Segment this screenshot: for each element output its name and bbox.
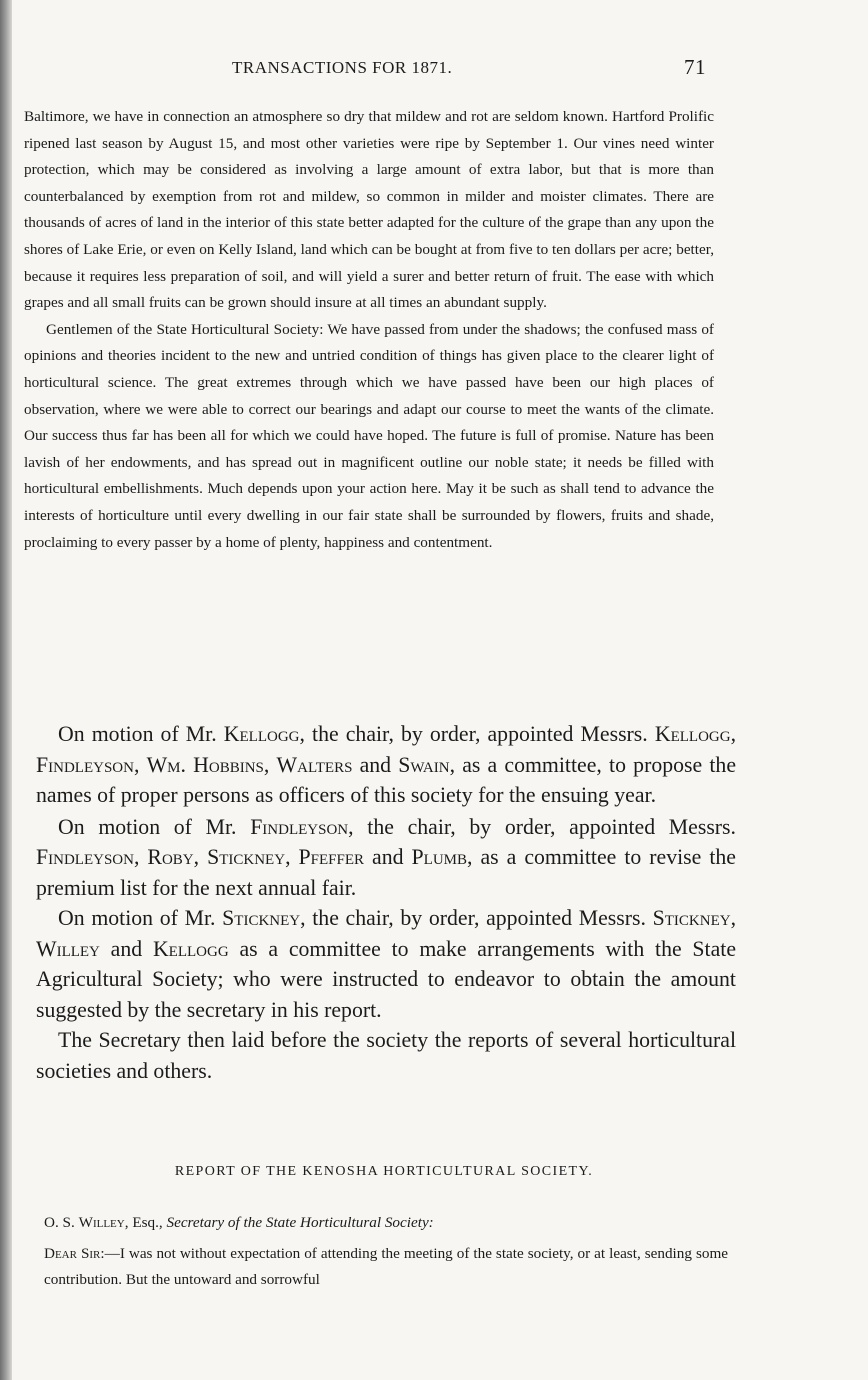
letter-addressee: O. S. Willey, Esq., Secretary of the State Horticultural Society: [44,1214,434,1231]
minute-secretary-reports: The Secretary then laid before the society the reports of several horticultural societies and others. [36,1028,736,1083]
minutes-section [36,719,736,1086]
person-name: Willey [78,1214,125,1231]
person-name: Stickney [222,906,301,930]
book-spine-shadow [0,0,12,1380]
addressee-title: Secretary of the State Horticultural Society: [166,1214,434,1231]
person-name: Findleyson [36,752,134,777]
person-name: Findleyson [36,845,134,869]
paragraph-address-to-society: Gentlemen of the State Horticultural Society: We have passed from under the shadows; the confused mass of opinions and theories incident to the new and untried condition of things has given place to the clearer light of horticultural science. The great extremes through which we have passed have been our high places of observation, where we were able to correct our bearings and adapt our course to meet the wants of the climate. Our success thus far has been all for which we could have hoped. The future is full of promise. Nature has been lavish of her endowments, and has spread out in magnificent outline our noble state; it needs be filled with horticultural embellishments. Much depends upon your action here. May it be such as shall tend to advance the interests of horticulture until every dwelling in our fair state shall be surrounded by flowers, fruits and shade, proclaiming to every passer by a home of plenty, happiness and contentment. [24,320,714,551]
small-type-section [24,104,714,556]
letter-body: Dear Sir:—I was not without expectation of attending the meeting of the state society, or at least, sending some contribution. But the untoward and sorrowful [44,1244,729,1289]
person-name: Wm. Hobbins [146,752,264,777]
person-name: Kellogg [654,722,731,746]
minute-officers-committee: On motion of Mr. Kellogg, the chair, by order, appointed Messrs. Kellogg, Findleyson, Wm. Hobbins, Walters and Swain, as a committee, to propose the names of proper persons as officers of this society for the ensuing year. [36,722,737,807]
person-name: Swain [398,752,450,777]
minute-agricultural-committee: On motion of Mr. Stickney, the chair, by order, appointed Messrs. Stickney, Willey and Kellogg as a committee to make arrangements with the State Agricultural Society; who were instructed to endeavor to obtain the amount suggested by the secretary in his report. [36,906,737,1022]
salutation: Dear Sir [44,1244,101,1262]
minute-premium-committee: On motion of Mr. Findleyson, the chair, by order, appointed Messrs. Findleyson, Roby, Stickney, Pfeffer and Plumb, as a committee to revise the premium list for the next annual fair. [36,814,736,900]
report-letter [44,1210,728,1294]
person-name: Kellogg [223,722,300,746]
person-name: Plumb [411,845,467,869]
person-name: Pfeffer [298,845,365,869]
person-name: Findleyson [250,814,349,839]
report-heading: REPORT OF THE KENOSHA HORTICULTURAL SOCIETY. [174,1164,594,1179]
person-name: Stickney [207,845,286,869]
person-name: Roby [147,845,194,869]
person-name: Willey [36,936,100,961]
person-name: Kellogg [152,936,229,961]
page-number: 71 [684,55,706,79]
page-header [24,55,716,84]
person-name: Walters [276,752,353,777]
person-name: Stickney [652,906,731,930]
running-title: TRANSACTIONS FOR 1871. [232,58,453,77]
paragraph-vineyard-climate: Baltimore, we have in connection an atmosphere so dry that mildew and rot are seldom known. Hartford Prolific ripened last season by August 15, and most other varieties were ripe by September 1. Our vines need winter protection, which may be considered as involving a large amount of extra labor, but that is more than counterbalanced by exemption from rot and mildew, so common in milder and moister climates. There are thousands of acres of land in the interior of this state better adapted for the culture of the grape than any upon the shores of Lake Erie, or even on Kelly Island, land which can be bought at from five to ten dollars per acre; better, because it requires less preparation of soil, and will yield a surer and better return of fruit. The ease with which grapes and all small fruits can be grown should insure at all times an abundant supply. [24,108,714,312]
